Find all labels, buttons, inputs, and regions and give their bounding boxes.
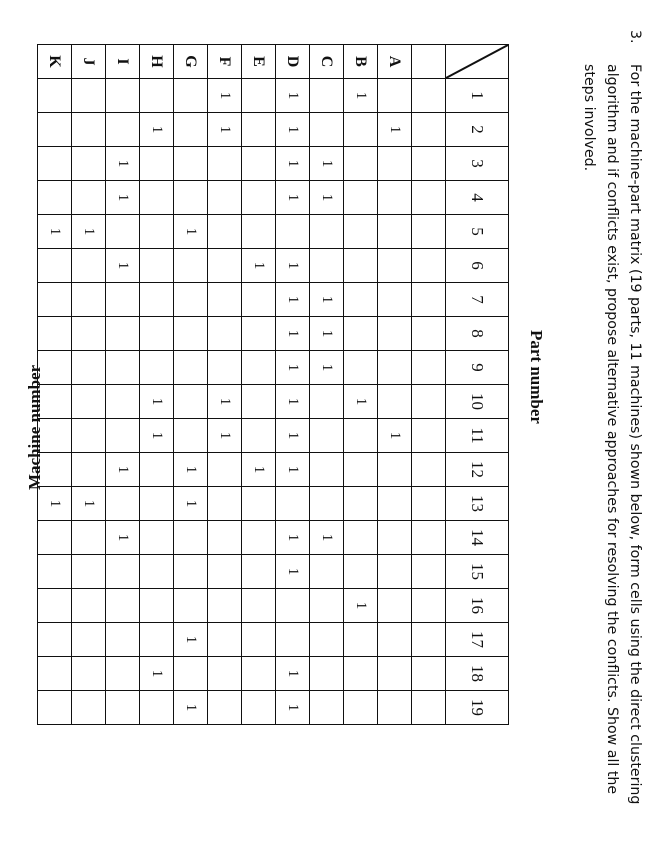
matrix-cell bbox=[174, 147, 208, 181]
matrix-cell bbox=[344, 623, 378, 657]
spacer-cell bbox=[412, 249, 446, 283]
matrix-cell: 1 bbox=[38, 487, 72, 521]
matrix-cell bbox=[208, 623, 242, 657]
matrix-cell: 1 bbox=[106, 453, 140, 487]
matrix-cell bbox=[106, 385, 140, 419]
machine-label: K bbox=[38, 45, 72, 79]
corner-cell bbox=[446, 45, 509, 79]
matrix-cell bbox=[344, 283, 378, 317]
matrix-cell bbox=[242, 181, 276, 215]
matrix-cell bbox=[106, 691, 140, 725]
matrix-cell bbox=[174, 283, 208, 317]
matrix-cell bbox=[38, 521, 72, 555]
matrix-cell bbox=[378, 657, 412, 691]
matrix-cell bbox=[208, 249, 242, 283]
matrix-cell bbox=[344, 351, 378, 385]
matrix-cell bbox=[242, 113, 276, 147]
matrix-cell bbox=[174, 419, 208, 453]
matrix-cell bbox=[378, 487, 412, 521]
spacer-cell bbox=[412, 181, 446, 215]
matrix-cell: 1 bbox=[106, 147, 140, 181]
matrix-cell bbox=[174, 657, 208, 691]
matrix-cell bbox=[38, 555, 72, 589]
matrix-cell bbox=[208, 147, 242, 181]
matrix-cell: 1 bbox=[276, 79, 310, 113]
matrix-cell bbox=[106, 351, 140, 385]
matrix-cell bbox=[140, 589, 174, 623]
matrix-cell bbox=[140, 215, 174, 249]
spacer-cell bbox=[412, 351, 446, 385]
matrix-cell bbox=[344, 181, 378, 215]
matrix-cell bbox=[140, 351, 174, 385]
matrix-cell bbox=[140, 691, 174, 725]
matrix-cell: 1 bbox=[310, 317, 344, 351]
matrix-cell bbox=[242, 351, 276, 385]
part-header-row bbox=[446, 45, 509, 725]
matrix-cell bbox=[242, 317, 276, 351]
matrix-cell bbox=[38, 317, 72, 351]
matrix-cell bbox=[140, 317, 174, 351]
matrix-cell: 1 bbox=[276, 385, 310, 419]
matrix-cell bbox=[140, 147, 174, 181]
matrix-cell bbox=[378, 181, 412, 215]
matrix-cell bbox=[38, 147, 72, 181]
matrix-cell bbox=[310, 215, 344, 249]
matrix-cell bbox=[140, 521, 174, 555]
matrix-cell bbox=[242, 79, 276, 113]
matrix-cell: 1 bbox=[276, 521, 310, 555]
matrix-cell: 1 bbox=[208, 385, 242, 419]
matrix-cell bbox=[106, 419, 140, 453]
machine-row bbox=[344, 45, 378, 725]
matrix-cell bbox=[208, 589, 242, 623]
matrix-cell: 1 bbox=[140, 385, 174, 419]
matrix-cell bbox=[242, 147, 276, 181]
matrix-cell bbox=[344, 317, 378, 351]
matrix-cell: 1 bbox=[276, 249, 310, 283]
matrix-cell bbox=[174, 351, 208, 385]
matrix-cell bbox=[276, 487, 310, 521]
matrix-cell bbox=[344, 691, 378, 725]
matrix-cell bbox=[344, 215, 378, 249]
matrix-cell: 1 bbox=[208, 79, 242, 113]
machine-row bbox=[106, 45, 140, 725]
matrix-cell bbox=[38, 623, 72, 657]
machine-label: C bbox=[310, 45, 344, 79]
part-number-header: 6 bbox=[446, 249, 509, 283]
matrix-cell: 1 bbox=[106, 181, 140, 215]
matrix-cell bbox=[310, 589, 344, 623]
matrix-cell: 1 bbox=[174, 487, 208, 521]
matrix-cell bbox=[72, 351, 106, 385]
matrix-cell bbox=[344, 249, 378, 283]
matrix-cell: 1 bbox=[378, 419, 412, 453]
part-number-header: 10 bbox=[446, 385, 509, 419]
part-number-header: 5 bbox=[446, 215, 509, 249]
matrix-cell bbox=[106, 589, 140, 623]
matrix-cell bbox=[344, 521, 378, 555]
matrix-cell bbox=[174, 589, 208, 623]
matrix-cell bbox=[106, 215, 140, 249]
matrix-cell: 1 bbox=[174, 215, 208, 249]
matrix-cell: 1 bbox=[276, 147, 310, 181]
matrix-cell bbox=[174, 249, 208, 283]
matrix-cell bbox=[344, 453, 378, 487]
machine-row bbox=[276, 45, 310, 725]
matrix-cell bbox=[242, 555, 276, 589]
matrix-cell: 1 bbox=[242, 453, 276, 487]
matrix-cell bbox=[174, 555, 208, 589]
matrix-cell bbox=[378, 351, 412, 385]
matrix-cell: 1 bbox=[344, 385, 378, 419]
matrix-cell bbox=[310, 453, 344, 487]
question-text: For the machine-part matrix (19 parts, 11 machines) shown below, form cells using the direct clustering algorithm and if conflicts exist, propose alternative approaches for resolving the conflicts. Show all the steps involved. bbox=[581, 64, 643, 805]
matrix-cell bbox=[378, 385, 412, 419]
matrix-cell bbox=[38, 113, 72, 147]
matrix-cell: 1 bbox=[276, 317, 310, 351]
matrix-cell bbox=[72, 657, 106, 691]
matrix-cell bbox=[106, 113, 140, 147]
matrix-cell: 1 bbox=[242, 249, 276, 283]
matrix-cell bbox=[208, 487, 242, 521]
matrix-cell bbox=[344, 113, 378, 147]
matrix-cell bbox=[310, 419, 344, 453]
matrix-cell bbox=[378, 555, 412, 589]
part-number-header: 3 bbox=[446, 147, 509, 181]
matrix-cell bbox=[378, 147, 412, 181]
part-number-header: 4 bbox=[446, 181, 509, 215]
matrix-cell: 1 bbox=[276, 113, 310, 147]
matrix-cell bbox=[174, 317, 208, 351]
machine-part-matrix bbox=[37, 44, 509, 725]
matrix-cell bbox=[242, 589, 276, 623]
matrix-cell bbox=[72, 453, 106, 487]
machine-label: E bbox=[242, 45, 276, 79]
matrix-cell bbox=[72, 249, 106, 283]
matrix-cell bbox=[72, 385, 106, 419]
matrix-cell bbox=[378, 249, 412, 283]
matrix-cell bbox=[208, 691, 242, 725]
matrix-cell bbox=[72, 589, 106, 623]
matrix-cell: 1 bbox=[276, 691, 310, 725]
machine-label: H bbox=[140, 45, 174, 79]
matrix-cell: 1 bbox=[140, 113, 174, 147]
matrix-cell: 1 bbox=[174, 623, 208, 657]
matrix-cell bbox=[106, 623, 140, 657]
matrix-cell bbox=[378, 283, 412, 317]
matrix-cell bbox=[242, 691, 276, 725]
matrix-cell bbox=[140, 181, 174, 215]
part-number-header: 15 bbox=[446, 555, 509, 589]
matrix-cell: 1 bbox=[310, 147, 344, 181]
matrix-cell bbox=[106, 657, 140, 691]
matrix-cell bbox=[310, 113, 344, 147]
matrix-cell bbox=[140, 283, 174, 317]
part-number-header: 11 bbox=[446, 419, 509, 453]
machine-label: B bbox=[344, 45, 378, 79]
matrix-cell bbox=[310, 657, 344, 691]
matrix-cell bbox=[242, 521, 276, 555]
matrix-cell bbox=[242, 385, 276, 419]
matrix-cell bbox=[174, 181, 208, 215]
matrix-cell bbox=[174, 521, 208, 555]
matrix-cell bbox=[208, 521, 242, 555]
matrix-cell bbox=[242, 419, 276, 453]
matrix-cell: 1 bbox=[378, 113, 412, 147]
spacer-cell bbox=[412, 79, 446, 113]
matrix-cell: 1 bbox=[174, 691, 208, 725]
matrix-cell bbox=[38, 657, 72, 691]
machine-label: J bbox=[72, 45, 106, 79]
matrix-cell: 1 bbox=[276, 419, 310, 453]
question-number: 3. bbox=[627, 30, 643, 44]
spacer-cell bbox=[412, 317, 446, 351]
matrix-cell: 1 bbox=[310, 521, 344, 555]
spacer-cell bbox=[412, 45, 446, 79]
matrix-cell bbox=[242, 487, 276, 521]
matrix-cell bbox=[242, 657, 276, 691]
matrix-cell bbox=[310, 385, 344, 419]
matrix-cell: 1 bbox=[208, 419, 242, 453]
matrix-cell bbox=[72, 283, 106, 317]
matrix-cell bbox=[106, 317, 140, 351]
spacer-row bbox=[412, 45, 446, 725]
matrix-cell bbox=[38, 249, 72, 283]
matrix-cell bbox=[72, 317, 106, 351]
matrix-cell bbox=[344, 147, 378, 181]
matrix-cell bbox=[276, 215, 310, 249]
matrix-cell bbox=[242, 283, 276, 317]
matrix-cell: 1 bbox=[106, 249, 140, 283]
machine-row bbox=[378, 45, 412, 725]
matrix-cell: 1 bbox=[344, 79, 378, 113]
spacer-cell bbox=[412, 555, 446, 589]
machine-number-title: Machine number bbox=[25, 364, 44, 490]
matrix-cell bbox=[38, 589, 72, 623]
matrix-cell bbox=[106, 487, 140, 521]
matrix-cell bbox=[208, 555, 242, 589]
matrix-cell bbox=[310, 691, 344, 725]
spacer-cell bbox=[412, 657, 446, 691]
matrix-cell bbox=[174, 79, 208, 113]
matrix-cell: 1 bbox=[276, 181, 310, 215]
matrix-cell: 1 bbox=[276, 453, 310, 487]
matrix-cell bbox=[38, 283, 72, 317]
matrix-cell bbox=[378, 691, 412, 725]
part-number-header: 9 bbox=[446, 351, 509, 385]
matrix-cell: 1 bbox=[276, 351, 310, 385]
matrix-cell: 1 bbox=[140, 657, 174, 691]
matrix-cell bbox=[174, 385, 208, 419]
spacer-cell bbox=[412, 113, 446, 147]
matrix-cell bbox=[72, 419, 106, 453]
matrix-cell bbox=[106, 555, 140, 589]
matrix-cell bbox=[72, 623, 106, 657]
part-number-header: 14 bbox=[446, 521, 509, 555]
matrix-cell bbox=[106, 283, 140, 317]
matrix-cell: 1 bbox=[72, 487, 106, 521]
machine-row bbox=[72, 45, 106, 725]
matrix-cell bbox=[72, 181, 106, 215]
matrix-cell: 1 bbox=[38, 215, 72, 249]
matrix-cell bbox=[208, 283, 242, 317]
matrix-cell bbox=[378, 589, 412, 623]
matrix-cell: 1 bbox=[276, 283, 310, 317]
matrix-cell: 1 bbox=[310, 351, 344, 385]
matrix-cell bbox=[38, 691, 72, 725]
spacer-cell bbox=[412, 521, 446, 555]
matrix-cell bbox=[242, 623, 276, 657]
matrix-cell: 1 bbox=[310, 283, 344, 317]
part-number-header: 19 bbox=[446, 691, 509, 725]
matrix-cell bbox=[38, 79, 72, 113]
matrix-cell bbox=[208, 181, 242, 215]
matrix-cell: 1 bbox=[276, 657, 310, 691]
part-number-header: 8 bbox=[446, 317, 509, 351]
matrix-cell bbox=[242, 215, 276, 249]
machine-label: D bbox=[276, 45, 310, 79]
matrix-cell bbox=[72, 691, 106, 725]
matrix-cell bbox=[310, 249, 344, 283]
matrix-cell: 1 bbox=[208, 113, 242, 147]
part-number-header: 12 bbox=[446, 453, 509, 487]
matrix-cell bbox=[378, 521, 412, 555]
matrix-cell: 1 bbox=[72, 215, 106, 249]
machine-row bbox=[242, 45, 276, 725]
matrix-cell bbox=[378, 317, 412, 351]
matrix-cell: 1 bbox=[276, 555, 310, 589]
spacer-cell bbox=[412, 589, 446, 623]
matrix-cell bbox=[310, 487, 344, 521]
matrix-cell bbox=[310, 79, 344, 113]
matrix-cell bbox=[344, 555, 378, 589]
matrix-cell bbox=[72, 147, 106, 181]
matrix-cell bbox=[378, 215, 412, 249]
machine-label: G bbox=[174, 45, 208, 79]
matrix-cell bbox=[106, 79, 140, 113]
part-number-header: 7 bbox=[446, 283, 509, 317]
machine-row bbox=[208, 45, 242, 725]
part-number-header: 13 bbox=[446, 487, 509, 521]
part-number-header: 2 bbox=[446, 113, 509, 147]
part-number-header: 1 bbox=[446, 79, 509, 113]
matrix-cell bbox=[72, 555, 106, 589]
spacer-cell bbox=[412, 385, 446, 419]
matrix-cell bbox=[208, 657, 242, 691]
spacer-cell bbox=[412, 147, 446, 181]
corner-diagonal-line bbox=[446, 45, 508, 78]
matrix-cell bbox=[378, 623, 412, 657]
spacer-cell bbox=[412, 215, 446, 249]
matrix-cell bbox=[208, 317, 242, 351]
part-number-title: Part number bbox=[527, 330, 546, 424]
matrix-cell bbox=[72, 521, 106, 555]
matrix-cell bbox=[208, 215, 242, 249]
matrix-cell bbox=[72, 79, 106, 113]
matrix-cell bbox=[38, 181, 72, 215]
matrix-cell: 1 bbox=[344, 589, 378, 623]
machine-row bbox=[140, 45, 174, 725]
matrix-cell: 1 bbox=[174, 453, 208, 487]
spacer-cell bbox=[412, 419, 446, 453]
machine-label: I bbox=[106, 45, 140, 79]
matrix-cell bbox=[140, 249, 174, 283]
part-number-header: 17 bbox=[446, 623, 509, 657]
part-number-header: 16 bbox=[446, 589, 509, 623]
part-number-header: 18 bbox=[446, 657, 509, 691]
matrix-cell bbox=[344, 487, 378, 521]
matrix-cell bbox=[140, 453, 174, 487]
machine-label: A bbox=[378, 45, 412, 79]
spacer-cell bbox=[412, 487, 446, 521]
question-block bbox=[577, 30, 646, 820]
spacer-cell bbox=[412, 453, 446, 487]
matrix-cell bbox=[344, 419, 378, 453]
matrix-cell bbox=[310, 623, 344, 657]
matrix-cell bbox=[208, 453, 242, 487]
matrix-cell bbox=[208, 351, 242, 385]
matrix-cell bbox=[378, 453, 412, 487]
matrix-cell bbox=[310, 555, 344, 589]
spacer-cell bbox=[412, 283, 446, 317]
matrix-cell bbox=[140, 79, 174, 113]
matrix-cell bbox=[174, 113, 208, 147]
matrix-cell bbox=[378, 79, 412, 113]
matrix-cell bbox=[344, 657, 378, 691]
spacer-cell bbox=[412, 691, 446, 725]
matrix-cell: 1 bbox=[140, 419, 174, 453]
spacer-cell bbox=[412, 623, 446, 657]
machine-row bbox=[310, 45, 344, 725]
matrix-cell bbox=[72, 113, 106, 147]
matrix-cell bbox=[276, 589, 310, 623]
matrix-cell: 1 bbox=[106, 521, 140, 555]
matrix-cell bbox=[276, 623, 310, 657]
matrix-cell bbox=[140, 487, 174, 521]
matrix-cell bbox=[140, 623, 174, 657]
machine-label: F bbox=[208, 45, 242, 79]
matrix-cell bbox=[140, 555, 174, 589]
machine-row bbox=[174, 45, 208, 725]
matrix-cell: 1 bbox=[310, 181, 344, 215]
